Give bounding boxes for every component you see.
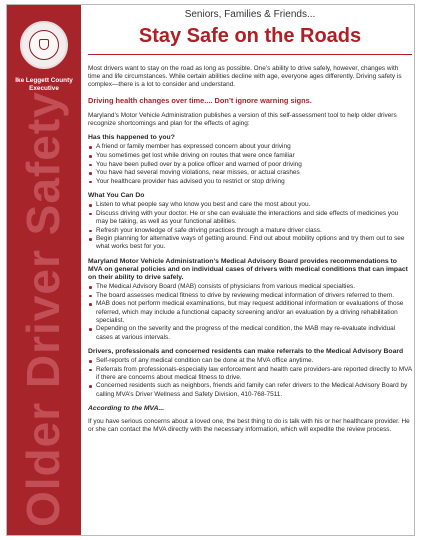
list-item: Your healthcare provider has advised you to restrict or stop driving (88, 178, 412, 186)
flyer-page (6, 4, 415, 536)
section-heading: What You Can Do (88, 192, 145, 199)
county-seal-icon (20, 21, 68, 69)
list-item: Self-reports of any medical condition can be done at the MVA office anytime. (88, 357, 412, 365)
list-item: Refresh your knowledge of safe driving practices through a mature driver class. (88, 227, 412, 235)
page-title: Stay Safe on the Roads (138, 25, 362, 47)
section-list (88, 201, 412, 251)
body-text (88, 65, 412, 440)
county-executive-label: Ike Leggett County Executive (15, 77, 73, 92)
sidebar (7, 5, 81, 535)
list-item: You have had several moving violations, near misses, or actual crashes (88, 169, 412, 177)
list-item: You have been pulled over by a police officer and warned of poor driving (88, 161, 412, 169)
kicker: Seniors, Families & Friends... (184, 9, 316, 20)
section-list (88, 143, 412, 186)
list-item: Concerned residents such as neighbors, friends and family can refer drivers to the Medical Advisory Board by calling MVA’s Driver Wellness and Safety Division, 410-768-7511. (88, 382, 412, 398)
section-heading: Drivers, professionals and concerned residents can make referrals to the Medical Advisory Board (88, 347, 404, 355)
closing-paragraph: If you have serious concerns about a loved one, the best thing to do is talk with his or her healthcare provider. He or she can contact the MVA directly with the necessary information, which will expedite the review process. (88, 418, 410, 434)
list-item: Begin planning for alternative ways of getting around. Find out about mobility options and try them out to see what works best for you. (88, 235, 412, 251)
closing-heading: According to the MVA... (88, 404, 165, 412)
list-item: The board assesses medical fitness to drive by reviewing medical information of drivers referred to them. (88, 292, 412, 300)
intro-paragraph: Most drivers want to stay on the road as long as possible. One’s ability to drive safely, however, changes with time and life circumstances. While certain abilities decline with age, everyone ages differently. Driving safety is complex—there is a lot to consider and understand. (88, 65, 402, 89)
list-item: MAB does not perform medical examinations, but may request additional information or evaluations of those referred, which may include a functional capacity screening and/or an evaluation by a driving rehabilitation specialist. (88, 300, 412, 325)
list-item: You sometimes get lost while driving on routes that were once familiar (88, 152, 412, 160)
section-heading: Maryland Motor Vehicle Administration’s Medical Advisory Board provides recommendations to MVA on general policies and on individual cases of drivers with medical conditions that can impact on their ability to drive safely. (88, 257, 408, 281)
list-item: A friend or family member has expressed concern about your driving (88, 143, 412, 151)
list-item: Depending on the severity and the progress of the medical condition, the MAB may re-evaluate individual cases at various intervals. (88, 325, 412, 341)
warning-heading: Driving health changes over time.... Don’t ignore warning signs. (88, 95, 312, 105)
mva-paragraph: Maryland’s Motor Vehicle Administration publishes a version of this self-assessment tool to help older drivers recognize shortcomings and plan for the effects of aging: (88, 111, 397, 128)
section-list (88, 283, 412, 342)
list-item: Listen to what people say who know you best and care the most about you. (88, 201, 412, 209)
list-item: Referrals from professionals-especially law enforcement and health care providers-are reported directly to MVA if there are concerns about medical fitness to drive. (88, 366, 412, 382)
section-list (88, 357, 412, 399)
list-item: Discuss driving with your doctor. He or she can evaluate the interactions and side effects of medicines you may be taking, as well as your functional abilities. (88, 210, 412, 226)
vertical-title: Older Driver Safety (17, 91, 69, 527)
section-heading: Has this happened to you? (88, 134, 175, 142)
title-rule (88, 54, 412, 55)
list-item: The Medical Advisory Board (MAB) consists of physicians from various medical specialties. (88, 283, 412, 291)
